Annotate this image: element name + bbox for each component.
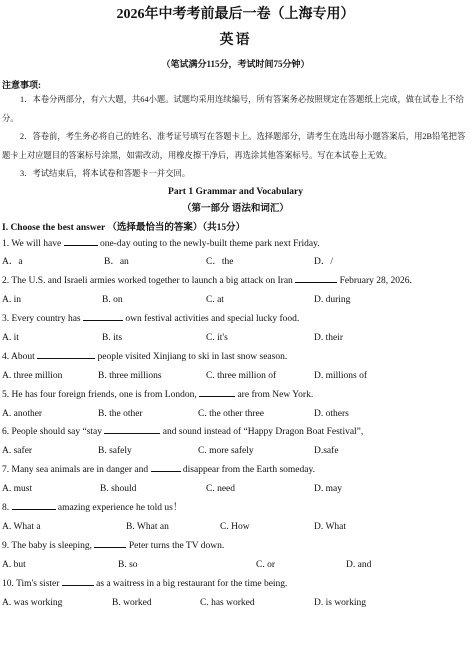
- option[interactable]: C. it's: [206, 333, 228, 343]
- question-text: 5. He has four foreign friends, one is from London,: [2, 389, 200, 400]
- option[interactable]: D．/: [314, 257, 334, 268]
- option[interactable]: A. three million: [2, 370, 63, 381]
- answer-blank: [62, 576, 94, 586]
- options-row: [0, 442, 471, 461]
- option[interactable]: D. What: [314, 521, 347, 532]
- part-title: Part 1 Grammar and Vocabulary: [168, 186, 303, 197]
- answer-blank: [12, 500, 56, 510]
- subject-title: 英语: [219, 33, 252, 48]
- question-text: people visited Xinjiang to ski in last snow season.: [95, 351, 288, 362]
- question-text: 10. Tim's sister: [2, 578, 62, 589]
- option[interactable]: C. has worked: [200, 597, 255, 608]
- question: [2, 235, 471, 254]
- question-text: 8.: [2, 503, 12, 514]
- question-text: and sound instead of “Happy Dragon Boat Festival”,: [160, 427, 364, 438]
- question-text: amazing experience he told us！: [55, 503, 183, 514]
- option[interactable]: B. What an: [126, 521, 169, 532]
- options-row: [0, 291, 471, 310]
- question-text: 4. About: [2, 351, 38, 362]
- question: [2, 575, 471, 594]
- options-row: [0, 480, 471, 499]
- question-text: 1. We will have: [2, 238, 64, 249]
- question: [2, 348, 471, 367]
- option[interactable]: A. in: [2, 295, 21, 306]
- note-item: 2．答卷前，考生务必将自己的姓名、准考证号填写在答题卡上。选择题部分，请考生在选出每小题答案后，用2B铅笔把答题卡上对应题目的答案标号涂黑，如需改动，用橡皮擦干净后，再选涂其他答案标号。写在本试卷上无效。: [2, 132, 466, 160]
- section-title: I. Choose the best answer （选择最恰当的答案）（共15分）: [2, 222, 246, 233]
- answer-blank: [104, 424, 160, 434]
- note-item: 3．考试结束后，将本试卷和答题卡一并交回。: [20, 169, 191, 178]
- part-subtitle: （第一部分 语法和词汇）: [182, 203, 289, 214]
- question: [2, 386, 471, 405]
- options-row: [0, 329, 471, 348]
- option[interactable]: B. safely: [98, 446, 132, 457]
- options-row: [0, 518, 471, 537]
- option[interactable]: D. and: [346, 559, 372, 570]
- options-row: [0, 594, 471, 613]
- answer-blank: [295, 273, 337, 283]
- answer-blank: [83, 311, 123, 321]
- options-row: [0, 253, 471, 272]
- question: [2, 461, 471, 480]
- answer-blank: [37, 349, 95, 359]
- question: [2, 310, 471, 329]
- question: [2, 272, 459, 291]
- question-text: 9. The baby is sleeping,: [2, 540, 95, 551]
- option[interactable]: B. its: [102, 333, 123, 343]
- question: [2, 423, 471, 442]
- options-row: [0, 405, 471, 424]
- option[interactable]: C. at: [206, 295, 224, 306]
- option[interactable]: D. millions of: [314, 370, 368, 381]
- question-text: are from New York.: [235, 389, 314, 400]
- option[interactable]: B. the other: [98, 408, 143, 419]
- question: [2, 537, 471, 556]
- option[interactable]: A. safer: [2, 446, 33, 457]
- question-text: 3. Every country has: [2, 314, 83, 325]
- answer-blank: [64, 236, 98, 246]
- option[interactable]: B. three millions: [98, 370, 162, 381]
- option[interactable]: C. How: [220, 521, 250, 532]
- option[interactable]: A. was working: [2, 597, 63, 608]
- option[interactable]: C. or: [256, 559, 275, 570]
- exam-info: （笔试满分115分，考试时间75分钟）: [161, 59, 310, 69]
- option[interactable]: A. another: [2, 408, 43, 419]
- options-row: [0, 556, 471, 575]
- option[interactable]: C. need: [206, 484, 236, 495]
- question-list: [0, 235, 471, 613]
- option[interactable]: B. so: [118, 559, 138, 570]
- option[interactable]: D. their: [314, 333, 344, 343]
- option[interactable]: C. the other three: [198, 408, 264, 419]
- question-text: Peter turns the TV down.: [126, 540, 225, 551]
- question: [2, 499, 471, 518]
- option[interactable]: D.safe: [314, 446, 339, 457]
- option[interactable]: B. should: [100, 484, 137, 495]
- option[interactable]: A. it: [2, 333, 19, 343]
- note-item: 1．本卷分两部分，有六大题，共64小题。试题均采用连续编号，所有答案务必按照规定在答题纸上完成，做在试卷上不给分。: [2, 95, 464, 123]
- option[interactable]: C. more safely: [198, 446, 254, 457]
- option[interactable]: D. may: [314, 484, 342, 495]
- option[interactable]: A. but: [2, 559, 26, 570]
- options-row: [0, 367, 471, 386]
- option[interactable]: D. others: [314, 408, 349, 419]
- question-text: 6. People should say “stay: [2, 427, 105, 438]
- notes-title: 注意事项:: [2, 80, 41, 90]
- exam-title: 2026年中考考前最后一卷（上海专用）: [116, 7, 355, 22]
- answer-blank: [151, 462, 181, 472]
- option[interactable]: A. must: [2, 484, 33, 495]
- question-text: 7. Many sea animals are in danger and: [2, 465, 151, 476]
- answer-blank: [94, 538, 126, 548]
- option[interactable]: A．a: [2, 257, 23, 268]
- question-text: one-day outing to the newly-built theme park next Friday.: [97, 238, 320, 249]
- option[interactable]: B．an: [104, 257, 129, 268]
- question-text: own festival activities and special lucky food.: [123, 314, 300, 325]
- option[interactable]: C．the: [206, 257, 234, 268]
- option[interactable]: B. worked: [112, 597, 152, 608]
- question-text: as a waitress in a big restaurant for the time being.: [93, 578, 288, 589]
- option[interactable]: A. What a: [2, 521, 41, 532]
- question-text: February 28, 2026.: [337, 276, 412, 287]
- option[interactable]: B. on: [102, 295, 123, 306]
- question-text: 2. The U.S. and Israeli armies worked together to launch a big attack on Iran: [2, 276, 296, 287]
- question-text: disappear from the Earth someday.: [180, 465, 315, 476]
- option[interactable]: D. during: [314, 295, 351, 306]
- answer-blank: [199, 387, 235, 397]
- option[interactable]: C. three million of: [206, 370, 277, 381]
- option[interactable]: D. is working: [314, 597, 366, 608]
